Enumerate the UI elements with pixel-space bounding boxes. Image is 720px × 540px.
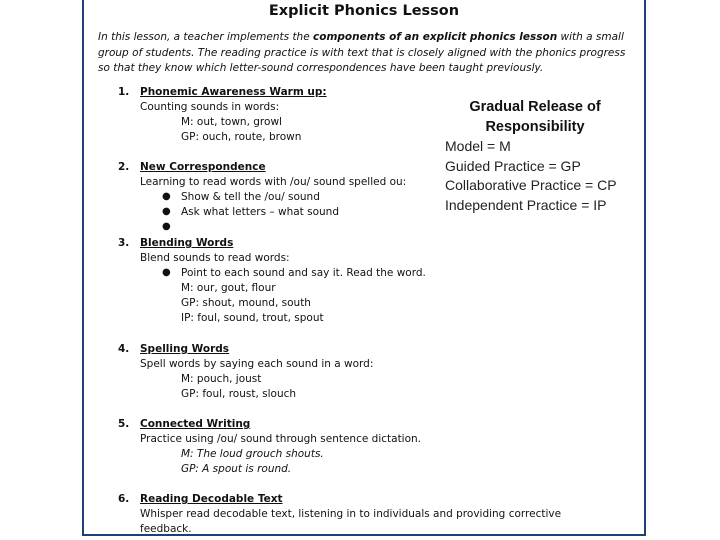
section-text: feedback. — [140, 523, 192, 535]
bullet-icon: ● — [162, 267, 171, 278]
section-heading: Phonemic Awareness Warm up: — [140, 86, 327, 98]
bullet-text: Ask what letters – what sound — [181, 206, 339, 218]
grr-item-collaborative: Collaborative Practice = CP — [445, 177, 617, 193]
gradual-release-box — [435, 97, 635, 215]
example-line: GP: ouch, route, brown — [181, 131, 302, 143]
intro-text-2: with a small group of students. The reading practice is with text that is closely aligned with the phonics progress so that they know which letter-sound correspondences have been taught previously. — [98, 31, 626, 74]
example-line: M: our, gout, flour — [181, 282, 276, 294]
example-line: GP: foul, roust, slouch — [181, 388, 297, 400]
grr-item-model: Model = M — [445, 138, 511, 154]
example-line: M: out, town, growl — [181, 116, 282, 128]
bullet-text: Show & tell the /ou/ sound — [181, 191, 320, 203]
gradual-release-panel — [435, 97, 635, 215]
bullet-icon: ● — [162, 191, 171, 202]
section-subheading: Learning to read words with /ou/ sound spelled ou: — [140, 176, 407, 188]
section-number: 5. — [118, 418, 130, 430]
section-number: 2. — [118, 161, 130, 173]
phonics-lesson-document — [82, 0, 646, 536]
bullet-icon: ● — [162, 206, 171, 217]
bullet-text: Point to each sound and say it. Read the word. — [181, 267, 426, 279]
section-number: 6. — [118, 493, 130, 505]
bullet-icon: ● — [162, 221, 171, 232]
section-subheading: Spell words by saying each sound in a word: — [140, 358, 374, 370]
grr-item-guided: Guided Practice = GP — [445, 157, 581, 174]
section-number: 4. — [118, 343, 130, 355]
section-heading: Connected Writing — [140, 418, 251, 430]
section-heading: Reading Decodable Text — [140, 493, 283, 505]
grr-item-independent: Independent Practice = IP — [445, 196, 607, 213]
section-heading: New Correspondence — [140, 161, 266, 173]
example-line: M: The loud grouch shouts. — [181, 448, 324, 460]
section-subheading: Counting sounds in words: — [140, 101, 280, 113]
section-subheading: Whisper read decodable text, listening in to individuals and providing corrective — [140, 508, 562, 520]
section-subheading: Blend sounds to read words: — [140, 252, 290, 264]
section-heading: Spelling Words — [140, 343, 230, 355]
document-title: Explicit Phonics Lesson — [268, 3, 460, 19]
intro-paragraph — [98, 30, 638, 77]
intro-text-bold: components of an explicit phonics lesson — [313, 31, 558, 43]
intro-text-1: In this lesson, a teacher implements the — [98, 31, 314, 43]
example-line: M: pouch, joust — [181, 373, 262, 385]
gradual-release-title: Gradual Release of Responsibility — [469, 99, 601, 135]
section-subheading: Practice using /ou/ sound through sentence dictation. — [140, 433, 422, 445]
section-heading: Blending Words — [140, 237, 234, 249]
section-number: 1. — [118, 86, 130, 98]
example-line: GP: shout, mound, south — [181, 297, 311, 309]
example-line: IP: foul, sound, trout, spout — [181, 312, 324, 324]
example-line: GP: A spout is round. — [181, 463, 292, 475]
section-number: 3. — [118, 237, 130, 249]
